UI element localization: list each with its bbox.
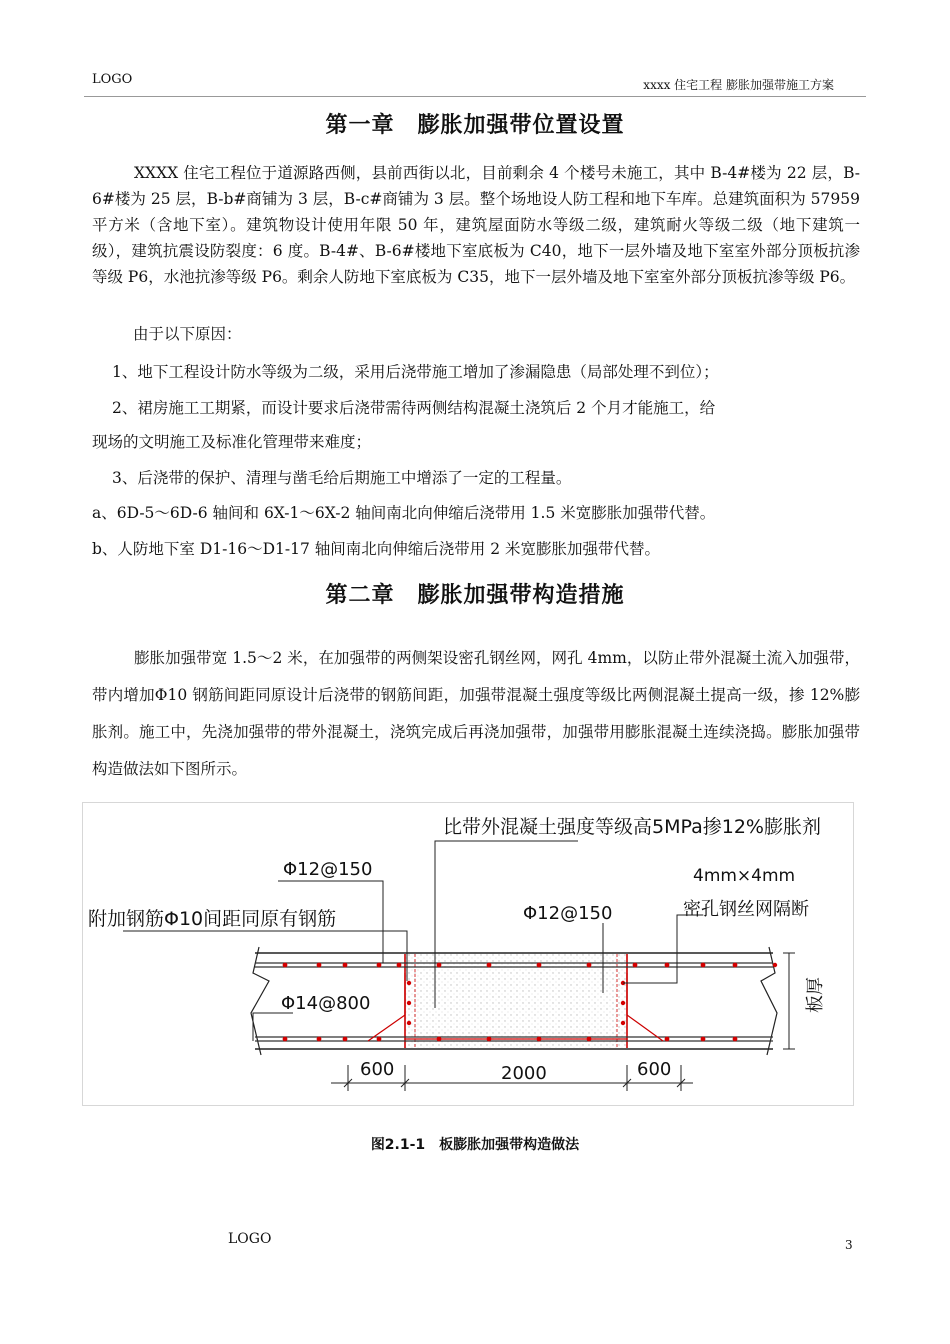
thickness-marker (783, 953, 795, 1049)
label-rebar-bottom: Φ14@800 (281, 993, 371, 1014)
figure-caption: 图2.1-1 板膨胀加强带构造做法 (370, 1137, 580, 1153)
footer-logo: LOGO (228, 1231, 272, 1247)
page-number: 3 (845, 1238, 853, 1252)
label-mesh-size: 4mm×4mm (693, 866, 796, 886)
expansion-band-concrete (405, 954, 627, 1048)
reasons-intro: 由于以下原因： (133, 325, 242, 343)
dimension-right: 600 (637, 1059, 672, 1080)
header-document-title: xxxx 住宅工程 膨胀加强带施工方案 (643, 78, 834, 92)
item-b: b、人防地下室 D1-16～D1-17 轴间南北向伸缩后浇带用 2 米宽膨胀加强带代替。 (92, 540, 660, 558)
item-a: a、6D-5～6D-6 轴间和 6X-1～6X-2 轴间南北向伸缩后浇带用 1.5 米宽膨胀加强带代替。 (92, 504, 716, 522)
chapter-1-title: 第一章 膨胀加强带位置设置 (325, 113, 625, 138)
header-logo: LOGO (92, 72, 133, 87)
reason-2-line-2: 现场的文明施工及标准化管理带来难度； (92, 433, 372, 451)
reason-1: 1、地下工程设计防水等级为二级，采用后浇带施工增加了渗漏隐患（局部处理不到位）； (112, 363, 719, 381)
expansion-band-detail-figure (82, 802, 854, 1106)
label-mesh-partition: 密孔钢丝网隔断 (683, 899, 809, 920)
expansion-band-drawing (83, 803, 853, 1105)
chapter-2-title: 第二章 膨胀加强带构造措施 (325, 583, 625, 608)
label-additional-rebar: 附加钢筋Φ10间距同原有钢筋 (88, 908, 337, 930)
label-slab-thickness: 板厚 (805, 977, 826, 1013)
chapter-1-paragraph: XXXX 住宅工程位于道源路西侧，县前西街以北，目前剩余 4 个楼号未施工，其中 B-4#楼为 22 层，B-6#楼为 25 层，B-b#商铺为 3 层，B-c#商铺为 3 层。整个场地设人防工程和地下车库。总建筑面积为 57959 平方米（含地下室）。建筑物设计使用年限 50 年，建筑屋面防水等级二级，建筑耐火等级二级（地下建筑一级），建筑抗震设防裂度：6 度。B-4#、B-6#楼地下室底板为 C40，地下一层外墙及地下室室外部分顶板抗渗等级 P6，水池抗渗等级 P6。剩余人防地下室底板为 C35，地下一层外墙及地下室室外部分顶板抗渗等级 P6。 (92, 164, 860, 286)
reason-2-line-1: 2、裙房施工工期紧，而设计要求后浇带需待两侧结构混凝土浇筑后 2 个月才能施工，给 (112, 399, 716, 417)
dimension-left: 600 (360, 1059, 395, 1080)
dimension-middle: 2000 (501, 1063, 547, 1084)
label-concrete-grade: 比带外混凝土强度等级高5MPa掺12%膨胀剂 (443, 816, 821, 838)
chapter-2-paragraph: 膨胀加强带宽 1.5～2 米，在加强带的两侧架设密孔钢丝网，网孔 4mm，以防止带外混凝土流入加强带，带内增加Φ10 钢筋间距同原设计后浇带的钢筋间距，加强带混凝土强度等级比两侧混凝土提高一级，掺 12%膨胀剂。施工中，先浇加强带的带外混凝土，浇筑完成后再浇加强带，加强带用膨胀混凝土连续浇捣。膨胀加强带构造做法如下图所示。 (92, 649, 860, 778)
label-rebar-top-left: Φ12@150 (283, 859, 373, 880)
reason-3: 3、后浇带的保护、清理与凿毛给后期施工中增添了一定的工程量。 (112, 469, 572, 487)
header-divider (84, 96, 866, 97)
label-rebar-mid: Φ12@150 (523, 903, 613, 924)
